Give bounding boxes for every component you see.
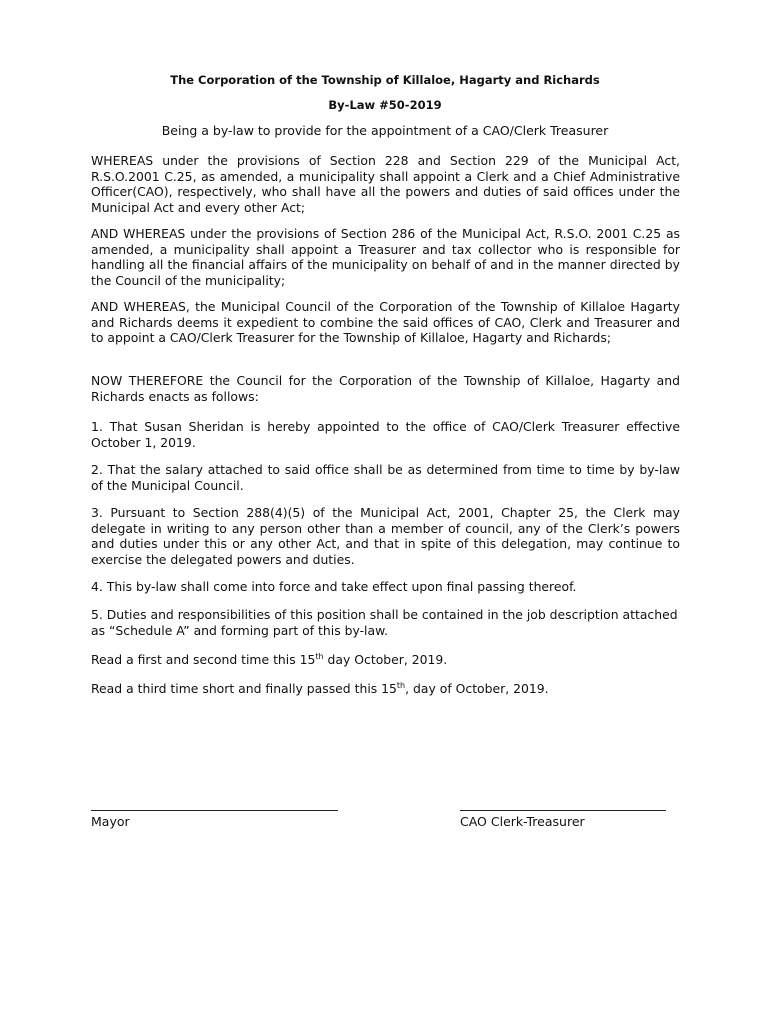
third-reading-text: Read a third time short and finally passed this 15 [91,681,397,696]
bylaw-number: By-Law #50-2019 [328,98,442,112]
third-reading-date: , day of October, 2019. [405,681,549,696]
third-reading [91,681,680,697]
clause-5: 5. Duties and responsibilities of this position shall be contained in the job description attached as “Schedule A” and forming part of this by-law. [91,607,678,638]
recital-paragraph-1: WHEREAS under the provisions of Section 228 and Section 229 of the Municipal Act, R.S.O.2001 C.25, as amended, a municipality shall appoint a Clerk and a Chief Administrative Officer(CAO), respectively, who shall have all the powers and duties of said offices under the Municipal Act and every other Act; [91,153,680,215]
first-second-reading-ordinal: th [315,651,324,661]
first-second-reading [91,652,680,668]
bylaw-purpose: Being a by-law to provide for the appointment of a CAO/Clerk Treasurer [161,123,609,138]
clerk-treasurer-label: CAO Clerk-Treasurer [460,814,585,829]
enactment-paragraph: NOW THEREFORE the Council for the Corporation of the Township of Killaloe, Hagarty and Richards enacts as follows: [91,373,680,404]
clause-3: 3. Pursuant to Section 288(4)(5) of the Municipal Act, 2001, Chapter 25, the Clerk may delegate in writing to any person other than a member of council, any of the Clerk’s powers and duties under this or any other Act, and that in spite of this delegation, may continue to exercise the delegated powers and duties. [91,505,680,567]
recital-paragraph-2: AND WHEREAS under the provisions of Section 286 of the Municipal Act, R.S.O. 2001 C.25 as amended, a municipality shall appoint a Treasurer and tax collector who is responsible for handling all the financial affairs of the municipality on behalf of and in the manner directed by the Council of the municipality; [91,226,680,288]
recital-paragraph-3: AND WHEREAS, the Municipal Council of the Corporation of the Township of Killaloe Hagarty and Richards deems it expedient to combine the said offices of CAO, Clerk and Treasurer and to appoint a CAO/Clerk Treasurer for the Township of Killaloe, Hagarty and Richards; [91,299,680,345]
corporation-title: The Corporation of the Township of Killaloe, Hagarty and Richards [170,73,600,87]
clause-4: 4. This by-law shall come into force and take effect upon final passing thereof. [91,579,577,594]
clause-1: 1. That Susan Sheridan is hereby appointed to the office of CAO/Clerk Treasurer effective October 1, 2019. [91,419,680,450]
mayor-signature-line [91,810,338,811]
third-reading-ordinal: th [396,680,406,690]
clerk-signature-line [460,810,666,811]
clause-2: 2. That the salary attached to said office shall be as determined from time to time by by-law of the Municipal Council. [91,462,680,493]
first-second-reading-date: day October, 2019. [323,652,448,667]
mayor-label: Mayor [91,814,130,829]
first-second-reading-text: Read a first and second time this 15 [91,652,316,667]
